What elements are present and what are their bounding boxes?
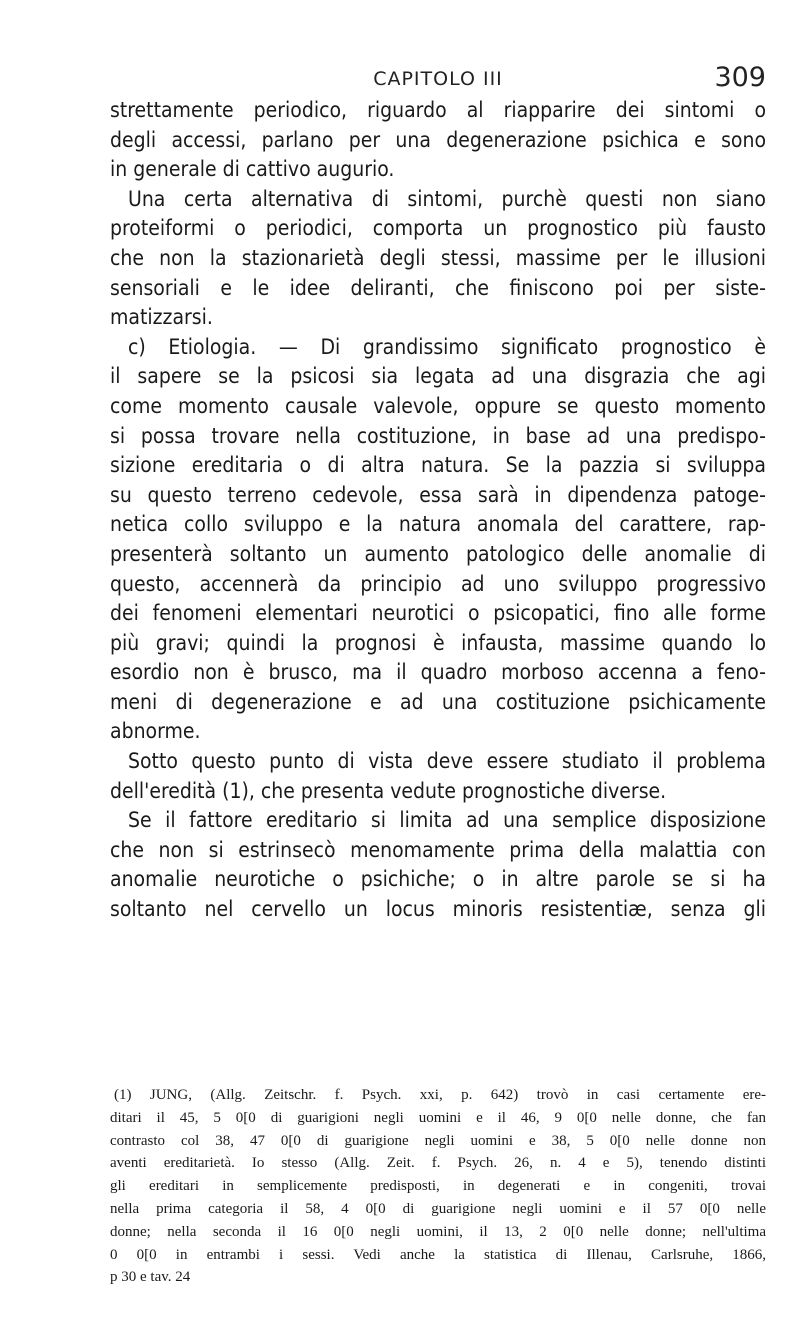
text-line: sensoriali e le idee deliranti, che finiscono poi per siste- [110, 275, 766, 300]
text-line: Se il fattore ereditario si limita ad una semplice disposizione [128, 808, 766, 833]
text-line: sizione ereditaria o di altra natura. Se la pazzia si sviluppa [110, 453, 766, 478]
text-line: in generale di cattivo augurio. [110, 157, 395, 182]
section-heading-line: c) Etiologia. — Di grandissimo significato prognostico è [128, 334, 766, 359]
page-number: 309 [714, 62, 766, 93]
footnote-line: gli ereditari in semplicemente predisposti, in degenerati e in congeniti, trovai [110, 1178, 766, 1195]
text-line: su questo terreno cedevole, essa sarà in dipendenza patoge- [110, 482, 766, 507]
text-line: anomalie neurotiche o psichiche; o in altre parole se si ha [110, 867, 766, 892]
text-line: che non si estrinsecò menomamente prima della malattia con [110, 837, 766, 862]
footnote-line: donne; nella seconda il 16 0[0 negli uomini, il 13, 2 0[0 nelle donne; nell'ultima [110, 1223, 766, 1240]
text-line: proteiformi o periodici, comporta un prognostico più fausto [110, 216, 766, 241]
running-head [110, 62, 766, 98]
text-line: soltanto nel cervello un locus minoris resistentiæ, senza gli [110, 897, 766, 922]
text-line: esordio non è brusco, ma il quadro morboso accenna a feno- [110, 660, 766, 685]
text-line: strettamente periodico, riguardo al riapparire dei sintomi o [110, 98, 766, 122]
text-line: questo, accennerà da principio ad uno sviluppo progressivo [110, 571, 766, 596]
text-line: degli accessi, parlano per una degenerazione psichica e sono [110, 127, 766, 152]
text-line: presenterà soltanto un aumento patologico delle anomalie di [110, 541, 766, 566]
main-text [110, 96, 766, 925]
footnote-line: contrasto col 38, 47 0[0 di guarigione negli uomini e 38, 5 0[0 nelle donne non [110, 1132, 766, 1149]
footnote-line: (1) JUNG, (Allg. Zeitschr. f. Psych. xxi, p. 642) trovò in casi certamente ere- [114, 1087, 766, 1103]
footnote-line: aventi ereditarietà. Io stesso (Allg. Zeit. f. Psych. 26, n. 4 e 5), tenendo distinti [110, 1155, 766, 1172]
footnote-line: ditari il 45, 5 0[0 di guarigioni negli uomini e il 46, 9 0[0 nelle donne, che fan [110, 1109, 766, 1126]
text-line: Una certa alternativa di sintomi, purchè questi non siano [128, 186, 766, 211]
footnote-block [110, 1084, 766, 1289]
footnote-line: nella prima categoria il 58, 4 0[0 di guarigione negli uomini e il 57 0[0 nelle [110, 1200, 766, 1217]
text-line: abnorme. [110, 719, 201, 744]
text-line: matizzarsi. [110, 305, 213, 330]
footnote-line: 0 0[0 in entrambi i sessi. Vedi anche la statistica di Illenau, Carlsruhe, 1866, [110, 1246, 766, 1263]
text-line: Sotto questo punto di vista deve essere studiato il problema [128, 749, 766, 774]
text-line: più gravi; quindi la prognosi è infausta, massime quando lo [110, 630, 766, 655]
footnote-line: p 30 e tav. 24 [110, 1269, 191, 1286]
text-line: dell'eredità (1), che presenta vedute prognostiche diverse. [110, 778, 667, 803]
chapter-title: CAPITOLO III [373, 68, 503, 90]
text-line: dei fenomeni elementari neurotici o psicopatici, fino alle forme [110, 601, 766, 626]
text-line: il sapere se la psicosi sia legata ad una disgrazia che agi [110, 364, 766, 389]
text-line: come momento causale valevole, oppure se questo momento [110, 393, 766, 418]
text-line: che non la stazionarietà degli stessi, massime per le illusioni [110, 245, 766, 270]
text-line: meni di degenerazione e ad una costituzione psichicamente [110, 689, 766, 714]
text-line: netica collo sviluppo e la natura anomala del carattere, rap- [110, 512, 766, 537]
text-line: si possa trovare nella costituzione, in base ad una predispo- [110, 423, 766, 448]
